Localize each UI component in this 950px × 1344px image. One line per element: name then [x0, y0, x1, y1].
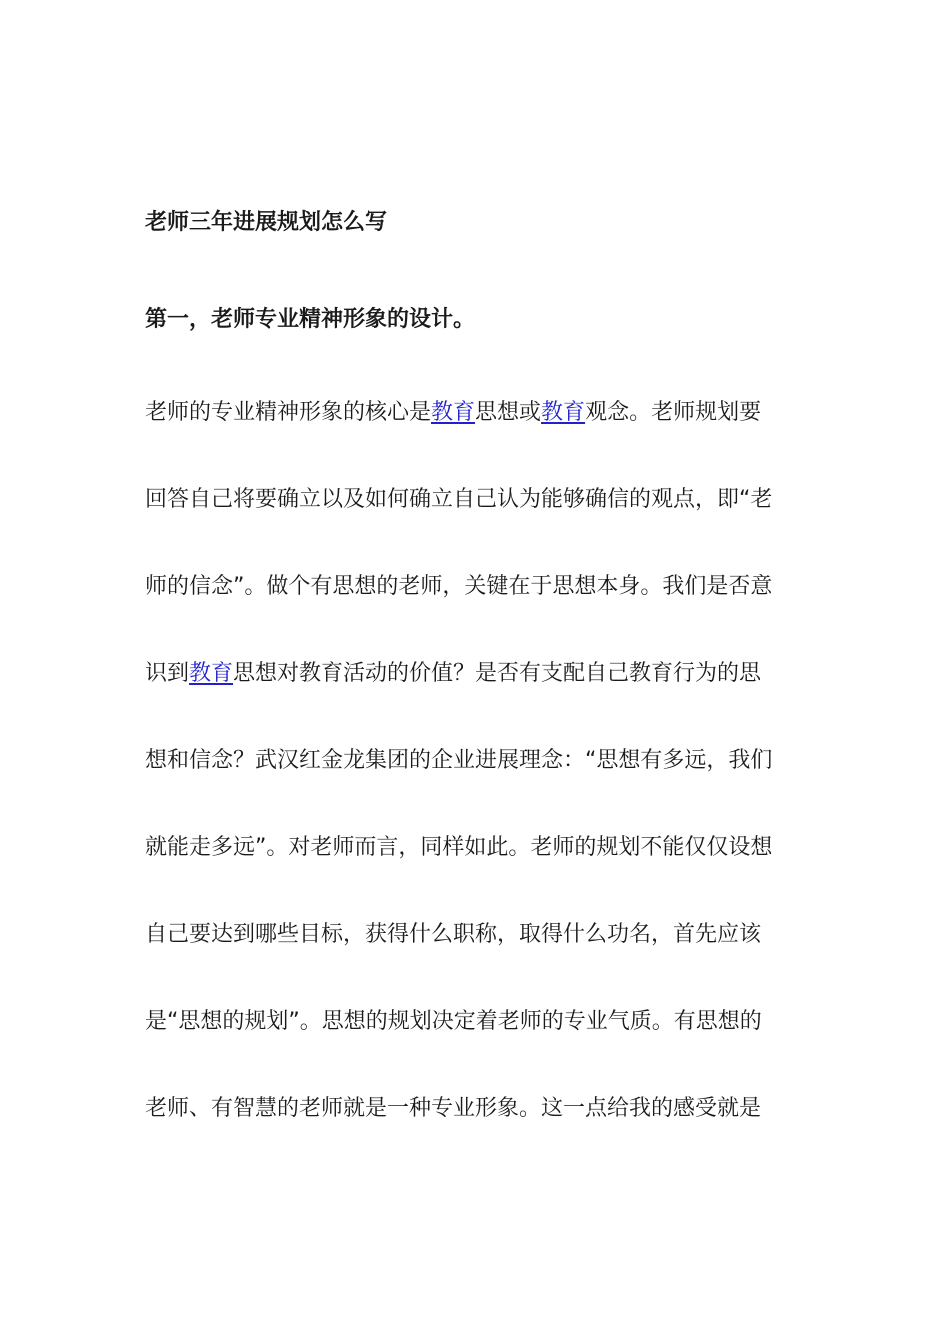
body-text: 回答自己将要确立以及如何确立自己认为能够确信的观点，即“老 — [145, 487, 773, 512]
body-line — [145, 920, 761, 950]
body-text: 识到 — [145, 661, 190, 686]
body-text: 思想或 — [475, 400, 542, 425]
body-text: 观念。老师规划要 — [585, 400, 762, 425]
body-line — [145, 659, 761, 689]
body-line — [145, 746, 772, 776]
body-line — [145, 398, 761, 428]
body-line — [145, 572, 772, 602]
section-heading: 第一，老师专业精神形象的设计。 — [145, 307, 476, 332]
body-line — [145, 485, 772, 515]
body-text: 想和信念？武汉红金龙集团的企业进展理念：“思想有多远，我们 — [145, 748, 773, 773]
body-line — [145, 833, 772, 863]
document-title: 老师三年进展规划怎么写 — [145, 210, 388, 235]
body-text: 老师的专业精神形象的核心是 — [145, 400, 432, 425]
education-link[interactable]: 教育 — [189, 661, 234, 686]
education-link[interactable]: 教育 — [431, 400, 476, 425]
body-line — [145, 1094, 761, 1124]
body-text: 老师、有智慧的老师就是一种专业形象。这一点给我的感受就是 — [145, 1096, 762, 1121]
body-text: 师的信念”。做个有思想的老师，关键在于思想本身。我们是否意 — [145, 574, 773, 599]
body-text: 思想对教育活动的价值？是否有支配自己教育行为的思 — [233, 661, 762, 686]
body-line — [145, 1007, 762, 1037]
body-text: 是“思想的规划”。思想的规划决定着老师的专业气质。有思想的 — [145, 1009, 762, 1034]
body-text: 自己要达到哪些目标，获得什么职称，取得什么功名，首先应该 — [145, 922, 762, 947]
education-link[interactable]: 教育 — [541, 400, 586, 425]
body-text: 就能走多远”。对老师而言，同样如此。老师的规划不能仅仅设想 — [145, 835, 773, 860]
